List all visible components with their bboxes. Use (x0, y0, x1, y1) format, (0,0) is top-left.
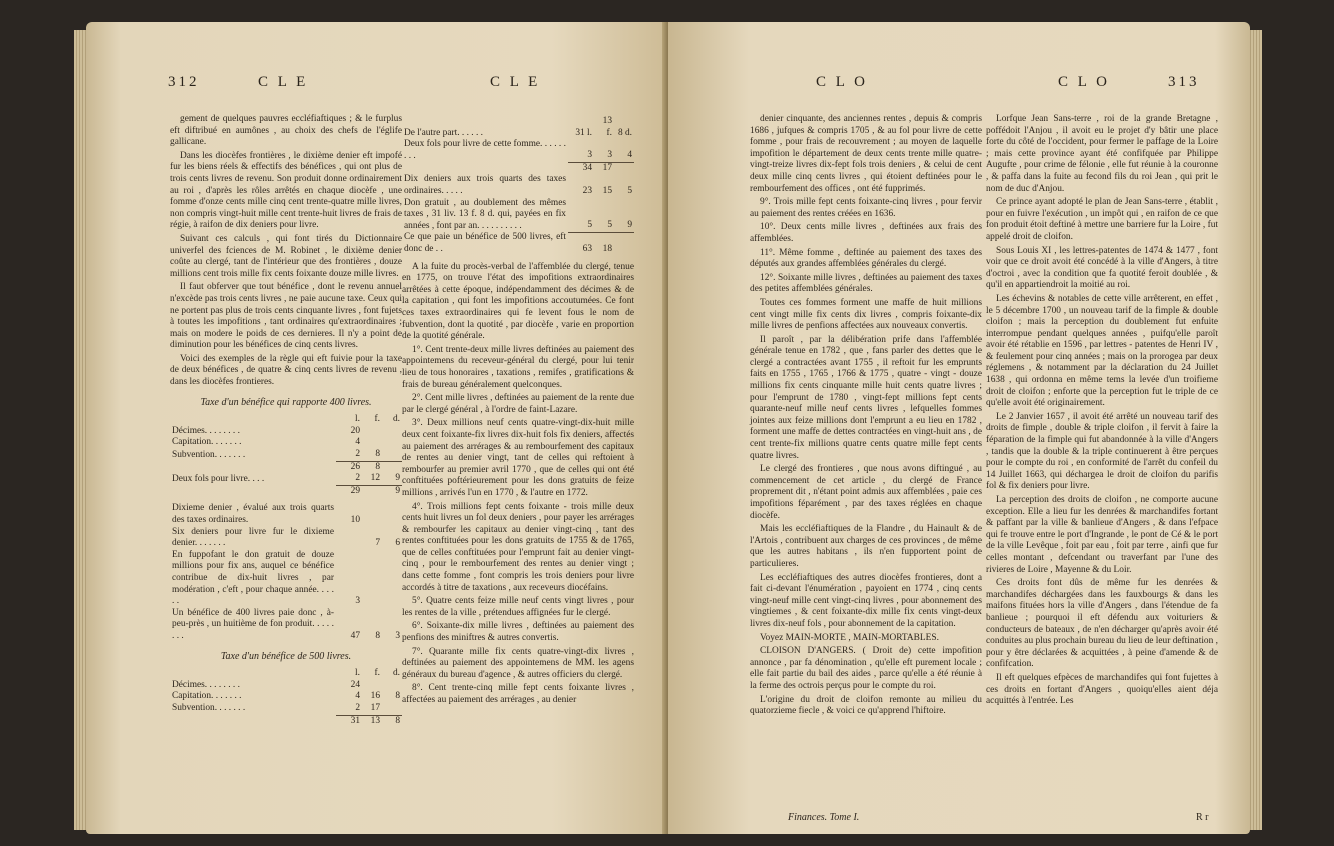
paragraph: Ce prince ayant adopté le plan de Jean Sans-terre , établit , pour en fuivre l'exécution , un impôt qui , en raifon de ce que fon produit étoit deftiné à mettre une barriere fur la Loire , fut appelé droit de cloifon. (986, 197, 1218, 242)
table1-extra (170, 503, 402, 642)
cell: 63 (568, 232, 594, 255)
cell: Décimes. . . . . . . . (172, 679, 240, 690)
cell: 2 (355, 702, 360, 713)
table-row (170, 703, 402, 715)
cell: Six deniers pour livre fur le dixieme denier. . . . . . . (172, 526, 334, 549)
cell: 24 (350, 679, 360, 690)
table-row (402, 139, 634, 162)
cell (362, 680, 382, 692)
cell (382, 680, 402, 692)
cell (382, 449, 402, 461)
signature-line: Finances. Tome I. (788, 812, 860, 823)
right-column-1 (750, 114, 982, 720)
paragraph: Il faut obferver que tout bénéfice , dont le revenu annuel n'excède pas trois cents livres , ne paie aucune taxe. Ceux qui ne portent pas plus de trois cents cinquante livres , font fujets à toutes les impofitions , tant ordinaires qu'extraordinaires ; mais on modere le poids de ces dernieres. Il n'y a point de diminution pour les bénéfices de cinq cents livres. (170, 282, 402, 351)
unit-d: d. (392, 668, 400, 679)
cell: Capitation. . . . . . . (172, 691, 242, 702)
col2-text (402, 262, 634, 707)
cell: 29 (336, 485, 362, 497)
running-head-right-b: C L O (1058, 74, 1110, 90)
table-row (170, 691, 402, 703)
paragraph: Les eccléfiaftiques des autres diocèfes frontieres, dont a fait ci-devant l'énumération , payoient en 1774 , cinq cents vingt-neuf mille cent vingt-cinq livres , pour abonnement des vingtiemes , & cent foixante-dix mille fix cents vingt-deux livres dix-neuf fols , pour abonnement de la capitation. (750, 572, 982, 629)
cell (362, 550, 382, 608)
table-row (402, 198, 634, 233)
cell (382, 461, 402, 473)
table-row (170, 527, 402, 550)
cell: Un bénéfice de 400 livres paie donc , à-peu-près , un huitième de fon produit. . . . . . . . (172, 607, 334, 641)
cell: 4 (355, 437, 360, 448)
cell (362, 503, 382, 526)
paragraph: Les échevins & notables de cette ville arrêterent, en effet , le 5 décembre 1700 , un nouveau tarif de la fimple & double cloifon ; mais la perception du doublement fut enfuite interrompue pendant quelques années , puifqu'elle paroît avoir été rétablie en 1596 , par lettres - patentes de Henri IV , & feulement pour cinq années ; mais on la prorogea par deux réglemens , & notamment par la déclaration du 24 Juillet 1638 , qui ordonna en même tems la levée d'un troifieme droit de cloifon ; enforte que la perception fut le triple de ce qu'elle avoit été originairement. (986, 293, 1218, 409)
cell: 31 (336, 715, 362, 727)
cell: 6 (395, 538, 400, 549)
cell: 8 (375, 630, 380, 641)
table-continued (402, 116, 634, 256)
cell: Deux fols pour livre de cette fomme. . . . . . . . . (404, 139, 566, 161)
cell: 12 (370, 473, 380, 484)
paragraph: CLOISON D'ANGERS. ( Droit de) cette impofition annonce , par fa dénomination , qu'elle eft purement locale ; elle fait partie du bail des aides , parce qu'elle a été réunie à la ferme des octrois perçus pour le compte du roi. (750, 646, 982, 691)
cell (382, 426, 402, 438)
cell: 13 (362, 715, 382, 727)
table1-total (170, 485, 402, 497)
left-column-1 (170, 114, 402, 733)
continued-total (402, 232, 634, 255)
paragraph: 1°. Cent trente-deux mille livres deftinées au paiement des appointemens du receveur-général du clergé, pour lui tenir lieu de tous honoraires , taxations , remifes , gratifications & frais de bureau généralement quelconques. (402, 344, 634, 390)
paragraph: 10°. Deux cents mille livres , deftinées aux frais des affemblées. (750, 222, 982, 244)
cell: Subvention. . . . . . . (172, 703, 246, 714)
cell: 16 (370, 691, 380, 702)
cell (382, 503, 402, 526)
cell: 8 d. (617, 127, 632, 138)
cell: 2 (355, 473, 360, 484)
table1-subtotal (170, 461, 402, 473)
paragraph: Mais les eccléfiaftiques de la Flandre , du Hainault & de l'Artois , contribuent aux charges de ces provinces , de même que les autres habitans , ils n'en fupportent point de particulieres. (750, 524, 982, 569)
paragraph: L'origine du droit de cloifon remonte au milieu du quatorzieme fiecle , & voici ce qu'apprend l'hiftoire. (750, 694, 982, 717)
running-head-right-a: C L O (816, 74, 868, 90)
cell: 8 (362, 461, 382, 473)
paragraph: 6°. Soixante-dix mille livres , deftinées au paiement des penfions des miniftres & autres convertis. (402, 621, 634, 644)
cell: 9 (627, 220, 632, 231)
cell (382, 550, 402, 608)
unit-f: f. (374, 668, 380, 679)
paragraph: Ces droits font dûs de même fur les denrées & marchandifes déchargées dans les fauxbourgs & dans les maifons fituées hors la ville d'Angers , dans l'étendue de fa banlieue ; pourquoi il eft défendu aux voituriers & conducteurs de bateaux , de n'en décharger qu'après avoir été conduites au plus prochain bureau du lieu de leur deftination , pour y être déclarées & acquittées , à peine d'amende & de confifcation. (986, 578, 1218, 670)
table-row (402, 116, 634, 139)
paragraph: 4°. Trois millions fept cents foixante - trois mille deux cents huit livres un fol deux deniers , pour payer les arrérages & rembourfer les capitaux au denier vingt-cinq , tant des rentes conftituées pour les dons gratuits de 1755 & de 1765, que de celles conftituées pour l'emprunt fait au denier vingt-cinq , pour le rembourfement des rentes au denier vingt ; dans cette fomme , font compris les trois deniers pour livre accordés à titre de taxations , aux receveurs diocéfains. (402, 501, 634, 593)
paragraph: 3°. Deux millions neuf cents quatre-vingt-dix-huit mille deux cent foixante-fix livres dix-huit fols fix deniers, affectés au paiement des arrérages & au rembourfement des capitaux de rentes au denier vingt, tant de celles qui reftoient à rembourfer au premier avril 1770 , que de celles qui ont été conftituées poftérieurement pour les dons gratuits de feize millions , arrivés l'un en 1770 , & l'autre en 1772. (402, 418, 634, 498)
cell: 23 (582, 186, 592, 197)
cell: 15 (602, 186, 612, 197)
table-row (170, 503, 402, 526)
cell: De l'autre part. . . . . . (404, 127, 484, 138)
paragraph: Dans les diocèfes frontières , le dixième denier eft impofé fur les biens réels & effectifs des bénéfices , qui ont plus de trois cents livres de revenu. Son produit donne ordinairement au roi , d'après les rôles arrêtés en chaque diocèfe , une fomme d'onze cents mille cinq cent trente-quatre mille livres, non compris vingt-huit mille cent trente-huit livres de frais de régie, à raifon de dix deniers pour livre. (170, 150, 402, 231)
table1-double (170, 473, 402, 485)
table2-total (170, 715, 402, 727)
paragraph: Lorfque Jean Sans-terre , roi de la grande Bretagne , poffédoit l'Anjou , il avoit eu le projet d'y bâtir une place forte du côté de l'occident, pour fermer le paffage de la Loire ; mais cette province ayant été confifquée par Philippe Augufte , pour crime de félonie , elle fut réunie à la couronne , & paffa dans la fuite au fecond fils du roi Jean , qui prit le nom de duc d'Anjou. (986, 114, 1218, 194)
paragraph: A la fuite du procès-verbal de l'affemblée du clergé, tenue en 1775, on trouve l'état des impofitions extraordinaires arrêtées à cette époque, indépendamment des décimes & de la capitation , qui font les impofitions accoutumées. Ce font ces taxes extraordinaires qui fe levent fous le nom de fubvention, dont la quotité , par diocèfe , varie en proportion de la quotité générale. (402, 261, 634, 342)
paragraph: 12°. Soixante mille livres , deftinées au paiement des taxes des petites affemblées générales. (750, 272, 982, 295)
paragraph: La perception des droits de cloifon , ne comporte aucune exception. Elle a lieu fur les denrées & marchandifes fortant & paffant par la ville & banlieue d'Angers , & dans l'efpace qui fe trouve entre le port d'Ingrande , le pont de Cé & le port de la ville Levêque , foit par eau , foit par terre , ainfi que fur celles montant , defcendant ou traverfant par l'une des rivieres de Loire , Mayenne & du Loir. (986, 495, 1218, 575)
page-number-left: 312 (168, 74, 200, 90)
paragraph: Il paroît , par la délibération prife dans l'affemblée générale tenue en 1782 , que , fans parler des dettes que le clergé a contractées avant 1755 , il reftoit fur les emprunts faits en 1755 , 1765 , 1766 & 1775 , quatre - vingt - douze millions fix cents cinquante mille huit cents quatre livres ; pour l'emprunt de 1780 , vingt-fept millions fept cents quarante-neuf mille neuf cents livres , lefquelles fommes jointes aux feize millions dont l'emprunt a eu lieu en 1782 , forment une maffe de dettes contractées en vingt-huit ans , de cent trente-fix millions quatre cents quatre mille fept cents quatre livres. (750, 334, 982, 461)
cell: Dix deniers aux trois quarts des taxes ordinaires. . . . . (404, 174, 566, 197)
unit-l: l. (355, 668, 360, 679)
table2-rows (170, 680, 402, 715)
cell: 2 (355, 449, 360, 460)
cell (382, 703, 402, 715)
table-row (170, 426, 402, 438)
cell: 5 (587, 220, 592, 231)
paragraph: gement de quelques pauvres eccléfiaftiques ; & le furplus eft diftribué en aumônes , au choix des chefs de l'églife gallicane. (170, 114, 402, 148)
cell: En fuppofant le don gratuit de douze millions pour fix ans, auquel ce bénéfice contribue de dix-huit livres , par modération , c'eft , pour chaque année. . . . . . (172, 549, 334, 607)
cell (614, 162, 634, 174)
catchword: R r (1196, 812, 1209, 823)
paragraph: denier cinquante, des anciennes rentes , depuis & compris 1686 , jufques & compris 1705 , & au fol pour livre de cette fomme , pour frais de recouvrement ; au moyen de laquelle impofition le département de deux cents trente mille quatre-vingt-treize livres dix-fept fols trois deniers , & celui de cent deux mille cinq cents livres , qui étoient deftinées pour le rembourfement des offices , ont été fupprimés. (750, 114, 982, 194)
table1-title: Taxe d'un bénéfice qui rapporte 400 livres. (200, 396, 372, 408)
paragraph: Voyez MAIN-MORTE , MAIN-MORTABLES. (760, 632, 939, 643)
cell (362, 485, 382, 497)
cell: 17 (594, 162, 614, 174)
cell: 3 (607, 150, 612, 161)
col4-text (986, 114, 1218, 708)
table-row (170, 449, 402, 461)
table-row (170, 437, 402, 449)
cell (362, 426, 382, 438)
cell: 8 (395, 691, 400, 702)
continued-rows (402, 116, 634, 162)
unit-d: d. (392, 414, 400, 425)
paragraph: 9°. Trois mille fept cents foixante-cinq livres , pour fervir au paiement des rentes créées en 1636. (750, 197, 982, 219)
paragraph: Suivant ces calculs , qui font tirés du Dictionnaire univerfel des fciences de M. Robinet , le dixième denier coûte au clergé, tant de l'intérieur que des frontières , douze millions cent trois mille fix cents foixante douze mille livres. (170, 233, 402, 279)
paragraph: Sous Louis XI , les lettres-patentes de 1474 & 1477 , font voir que ce droit avoit été concédé à la ville d'Angers, à titre d'octroi , avec la condition que fa quotité feroit doublée , & qu'il en appartiendroit la moitié au roi. (986, 245, 1218, 291)
table-row (170, 608, 402, 643)
cell: Subvention. . . . . . . (172, 449, 246, 460)
cell: 18 (594, 232, 614, 255)
cell: 3 (395, 630, 400, 641)
page-edges-right (1248, 30, 1262, 830)
cell: 8 (375, 449, 380, 460)
cell: 10 (350, 515, 360, 525)
cell: 20 (350, 425, 360, 436)
unit-l: l. (355, 414, 360, 425)
cell (336, 527, 362, 550)
cell: 34 (568, 162, 594, 174)
cell (362, 437, 382, 449)
table-row (402, 174, 634, 197)
cell: 17 (370, 702, 380, 713)
cell: Dixieme denier , évalué aux trois quarts des taxes ordinaires. (172, 503, 334, 525)
col3b-text (750, 646, 982, 718)
table1-rows (170, 426, 402, 461)
cell: Ce que paie un bénéfice de 500 livres, eft donc de . . (404, 232, 566, 255)
cell: 26 (336, 461, 362, 473)
paragraph: 5°. Quatre cents feize mille neuf cents vingt livres , pour les rentes de la ville , prétendues affignées fur le clergé. (402, 596, 634, 618)
paragraph: Il eft quelques efpèces de marchandifes qui font fujettes à ces droits en fortant d'Angers , quoiqu'elles aient déja acquittés à l'entrée. Les (986, 672, 1218, 707)
table2-title: Taxe d'un bénéfice de 500 livres. (220, 650, 352, 662)
cell: 5 (627, 186, 632, 197)
cell: 7 (375, 538, 380, 549)
table1 (170, 414, 402, 497)
right-page (668, 22, 1250, 834)
cell: 3 (587, 150, 592, 161)
paragraph: 2°. Cent mille livres , deftinées au paiement de la rente due par le clergé général , à l'ordre de faint-Lazare. (402, 393, 634, 415)
paragraph: Voici des exemples de la règle qui eft fuivie pour la taxe de deux bénéfices , de quatre & cinq cents livres de revenu , dans les diocèfes frontieres. (170, 353, 402, 388)
unit-f: f. (374, 414, 380, 425)
page-number-right: 313 (1168, 74, 1200, 90)
col1-text (170, 114, 402, 389)
running-head-left-a: C L E (258, 74, 309, 90)
cell: Deux fols pour livre. . . . (172, 473, 265, 484)
running-head-left-b: C L E (490, 74, 541, 90)
col3-text (750, 114, 982, 644)
right-column-2 (986, 114, 1218, 710)
paragraph: Toutes ces fommes forment une maffe de huit millions cent vingt mille fix cents dix livres , compris foixante-dix mille livres de penfions affectées aux nouveaux convertis. (750, 297, 982, 332)
cell: 4 (627, 150, 632, 161)
cell: 3 (355, 596, 360, 607)
continued-subtotal (402, 162, 634, 174)
cell: 9 (382, 485, 402, 497)
paragraph: 11°. Même fomme , deftinée au paiement des taxes des députés aux grandes affemblées générales du clergé. (750, 247, 982, 270)
cell: 4 (355, 691, 360, 702)
table1-extra-rows (170, 503, 402, 642)
cell: 13 f. (602, 116, 612, 138)
cell: Capitation. . . . . . . (172, 437, 242, 448)
left-column-2 (402, 114, 634, 709)
left-page (86, 22, 668, 834)
table-row (170, 680, 402, 692)
table2 (170, 668, 402, 727)
continued-rows-2 (402, 174, 634, 232)
table-row (170, 550, 402, 608)
paragraph: 7°. Quarante mille fix cents quatre-vingt-dix livres , deftinées au paiement des appointemens de MM. les agens généraux du bureau d'agence , & autres officiers du clergé. (402, 646, 634, 680)
cell: Décimes. . . . . . . . (172, 425, 240, 436)
cell (382, 437, 402, 449)
cell: 5 (607, 220, 612, 231)
paragraph: 8°. Cent trente-cinq mille fept cents foixante livres , affectées au paiement des arrérages , au denier (402, 683, 634, 705)
cell (614, 232, 634, 255)
paragraph: Le 2 Janvier 1657 , il avoit été arrêté un nouveau tarif des droits de fimple , double & triple cloifon , il fervit à faire la féparation de la fimple qui fut abandonnée à la ville d'Angers , tandis que la double & la triple continuerent à être perçues pour le compte du roi , en conformité de l'arrêt du confeil du 14 Juillet 1663, qui déchargea le droit de cloifon du parifis fol & fix deniers pour livre. (986, 411, 1218, 492)
cell: Don gratuit , au doublement des mêmes taxes , 31 liv. 13 f. 8 d. qui, payées en fix années , font par an. . . . . . . . . . (404, 197, 566, 231)
cell: 31 l. (575, 127, 592, 138)
cell: 9 (395, 473, 400, 484)
cell: 47 (350, 630, 360, 641)
cell: 8 (382, 715, 402, 727)
paragraph: Le clergé des frontieres , que nous avons diftingué , au commencement de cet article , du clergé de France proprement dit , n'étant point admis aux affemblées , paie ces impofitions féparément , par des taxes réglées en chaque diocèfe. (750, 464, 982, 521)
